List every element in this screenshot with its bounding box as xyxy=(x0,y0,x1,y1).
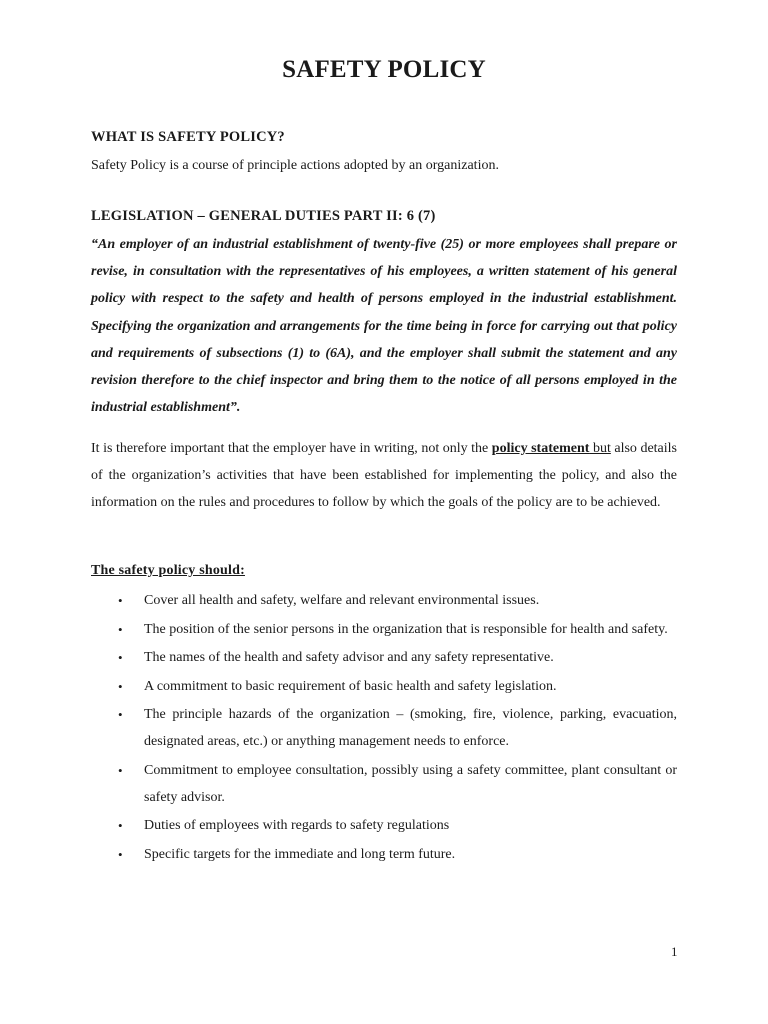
list-item xyxy=(91,587,677,614)
list-item-text: Cover all health and safety, welfare and relevant environmental issues. xyxy=(144,593,540,608)
policy-statement-emphasis: policy statement xyxy=(491,441,590,456)
legislation-quote: “An employer of an industrial establishment of twenty-five (25) or more employees shall prepare or revise, in consultation with the representatives of his employees, a written statement of his general policy with respect to the safety and health of persons employed in the industrial establishment. Specifying the organization and arrangements for the time being in force for carrying out that policy and requirements of subsections (1) to (6A), and the employer shall submit the statement and any revision therefore to the chief inspector and bring them to the notice of all persons employed in the industrial establishment”. xyxy=(91,237,677,416)
bullet-icon: • xyxy=(118,818,123,833)
bullet-icon: • xyxy=(118,846,123,862)
legislation-heading: LEGISLATION – GENERAL DUTIES PART II: 6 (7) xyxy=(91,208,436,224)
importance-text-but: but xyxy=(589,441,611,456)
importance-paragraph xyxy=(91,435,677,516)
list-item xyxy=(91,757,677,811)
list-item-text: The principle hazards of the organization – (smoking, fire, violence, parking, evacuation, designated areas, etc.) or anything management needs to enforce. xyxy=(144,707,677,749)
bullet-icon: • xyxy=(118,650,123,665)
list-item-text: Specific targets for the immediate and long term future. xyxy=(144,846,456,862)
list-item xyxy=(91,841,677,868)
list-item-text: The position of the senior persons in the organization that is responsible for health and safety. xyxy=(144,621,668,637)
bullet-icon: • xyxy=(118,678,123,694)
list-item xyxy=(91,673,677,700)
list-item xyxy=(91,701,677,755)
list-item xyxy=(91,616,677,643)
list-item xyxy=(91,644,677,671)
page-number: 1 xyxy=(671,944,678,959)
list-item-text: Duties of employees with regards to safety regulations xyxy=(144,818,450,833)
list-item-text: Commitment to employee consultation, possibly using a safety committee, plant consultant or safety advisor. xyxy=(144,762,677,805)
list-item-text: A commitment to basic requirement of basic health and safety legislation. xyxy=(144,678,557,694)
list-item-text: The names of the health and safety advisor and any safety representative. xyxy=(144,650,554,665)
bullet-icon: • xyxy=(118,762,123,778)
bullet-icon: • xyxy=(118,621,123,637)
policy-requirements-list xyxy=(91,587,677,869)
importance-text-start: It is therefore important that the employer have in writing, not only the xyxy=(91,441,492,456)
what-is-heading: WHAT IS SAFETY POLICY? xyxy=(91,129,285,145)
importance-text-end: also details of the organization’s activities that have been established for implementing the policy, and also the information on the rules and procedures to follow by which the goals of the policy are to be achieved. xyxy=(91,441,677,510)
bullet-icon: • xyxy=(118,593,123,608)
page-title: SAFETY POLICY xyxy=(282,56,486,83)
what-is-text: Safety Policy is a course of principle actions adopted by an organization. xyxy=(91,158,499,173)
list-item xyxy=(91,812,677,839)
bullet-icon: • xyxy=(118,707,123,722)
policy-should-heading: The safety policy should: xyxy=(91,563,245,578)
